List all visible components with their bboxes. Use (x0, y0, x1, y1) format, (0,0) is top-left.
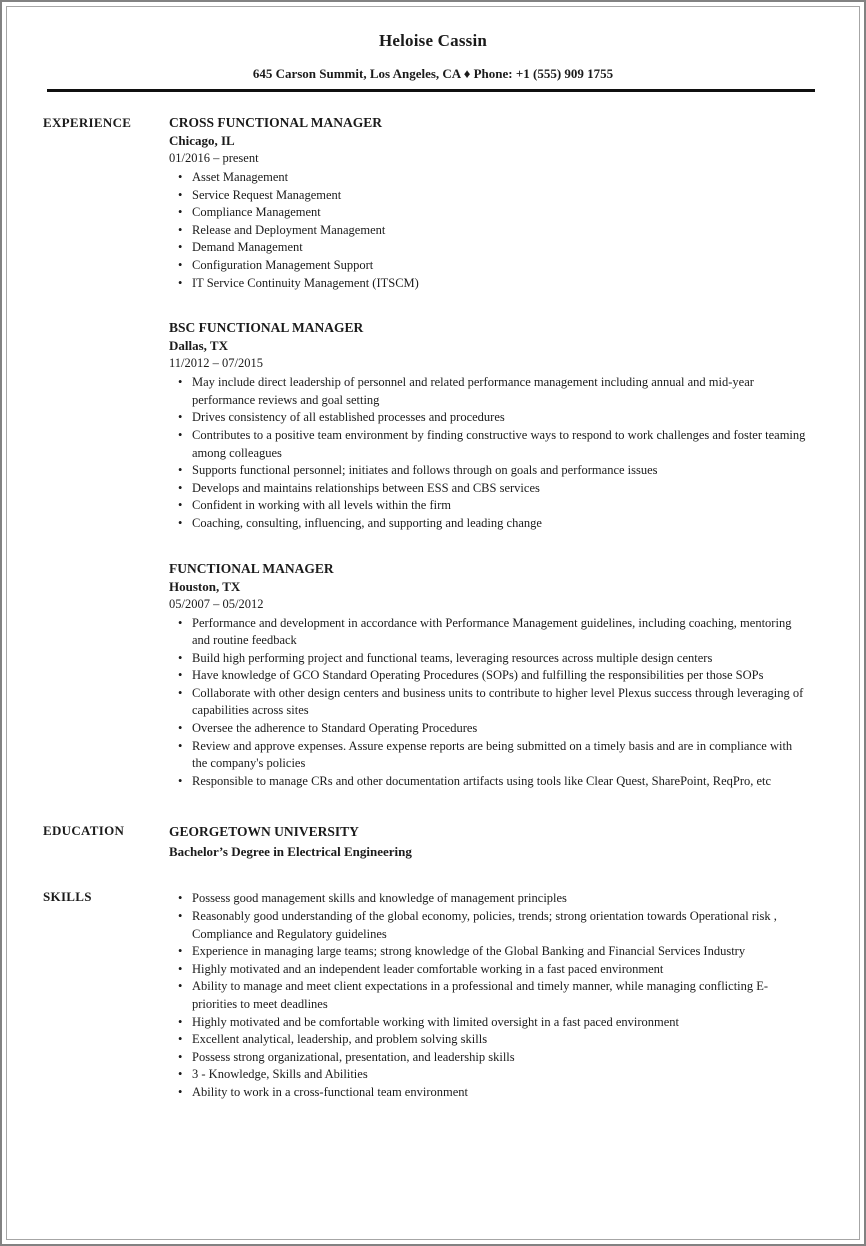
school-name: GEORGETOWN UNIVERSITY (169, 824, 359, 840)
job-location: Chicago, IL (169, 133, 235, 148)
job-dates: 11/2012 – 07/2015 (169, 356, 263, 371)
bullet-item: • Build high performing project and functional teams, leveraging resources across multiple design centers (177, 650, 807, 668)
resume-header (7, 31, 859, 92)
bullet-item: • IT Service Continuity Management (ITSCM) (177, 275, 807, 293)
job-dates: 01/2016 – present (169, 151, 259, 165)
experience-content (169, 114, 807, 790)
bullet-item: • Supports functional personnel; initiates and follows through on goals and performance issues (177, 462, 807, 480)
job-block (169, 319, 807, 532)
bullet-item: • Responsible to manage CRs and other documentation artifacts using tools like Clear Quest, SharePoint, ReqPro, etc (177, 773, 807, 791)
job-location: Dallas, TX (169, 338, 228, 354)
job-bullet-list (177, 374, 807, 532)
bullet-item: • Experience in managing large teams; strong knowledge of the Global Banking and Financial Services Industry (177, 943, 807, 961)
job-title: FUNCTIONAL MANAGER (169, 560, 334, 576)
bullet-item: • Compliance Management (177, 204, 807, 222)
resume-page (6, 6, 860, 1240)
section-education (43, 822, 807, 862)
job-bullet-list (177, 169, 807, 292)
bullet-item: • Drives consistency of all established processes and procedures (177, 409, 807, 427)
bullet-item: • Asset Management (177, 169, 807, 187)
candidate-name: Heloise Cassin (378, 31, 488, 50)
bullet-item: • Reasonably good understanding of the global economy, policies, trends; strong orientation towards Operational risk , Compliance and Regulatory guidelines (177, 908, 807, 943)
bullet-item: • Contributes to a positive team environment by finding constructive ways to respond to work challenges and foster teaming among colleagues (177, 427, 807, 462)
bullet-item: • Excellent analytical, leadership, and problem solving skills (177, 1031, 807, 1049)
section-experience (43, 114, 807, 790)
bullet-item: • Have knowledge of GCO Standard Operating Procedures (SOPs) and fulfilling the responsibilities per those SOPs (177, 667, 807, 685)
education-content (169, 822, 807, 862)
bullet-item: • Service Request Management (177, 187, 807, 205)
bullet-item: • Possess good management skills and knowledge of management principles (177, 890, 807, 908)
experience-label: EXPERIENCE (43, 115, 132, 130)
job-title: BSC FUNCTIONAL MANAGER (169, 320, 364, 336)
bullet-item: • Highly motivated and be comfortable working with limited oversight in a fast paced environment (177, 1014, 807, 1032)
bullet-item: • Review and approve expenses. Assure expense reports are being submitted on a timely basis and are in compliance with the company's policies (177, 738, 807, 773)
bullet-item: • Coaching, consulting, influencing, and supporting and leading change (177, 515, 807, 533)
bullet-item: • Ability to work in a cross-functional team environment (177, 1084, 807, 1102)
bullet-item: • Release and Deployment Management (177, 222, 807, 240)
job-block (169, 560, 807, 791)
skills-content (169, 888, 807, 1101)
bullet-item: • Demand Management (177, 239, 807, 257)
job-dates: 05/2007 – 05/2012 (169, 596, 264, 611)
job-block (169, 114, 807, 292)
bullet-item: • May include direct leadership of personnel and related performance management including annual and mid-year performance reviews and goal setting (177, 374, 807, 409)
bullet-item: • Performance and development in accordance with Performance Management guidelines, including coaching, mentoring and routine feedback (177, 615, 807, 650)
skills-bullet-list (177, 890, 807, 1101)
job-title: CROSS FUNCTIONAL MANAGER (169, 115, 383, 130)
contact-line: 645 Carson Summit, Los Angeles, CA ♦ Phone: +1 (555) 909 1755 (252, 66, 614, 81)
bullet-item: • Possess strong organizational, presentation, and leadership skills (177, 1049, 807, 1067)
bullet-item: • Collaborate with other design centers and business units to contribute to higher level Plexus success through leveraging of capabilities across sites (177, 685, 807, 720)
skills-label: SKILLS (43, 889, 92, 905)
bullet-item: • 3 - Knowledge, Skills and Abilities (177, 1066, 807, 1084)
bullet-item: • Develops and maintains relationships between ESS and CBS services (177, 480, 807, 498)
degree-name: Bachelor’s Degree in Electrical Engineering (169, 844, 412, 860)
bullet-item: • Ability to manage and meet client expectations in a professional and timely manner, while managing conflicting E- priorities to meet deadlines (177, 978, 807, 1013)
bullet-item: • Configuration Management Support (177, 257, 807, 275)
job-location: Houston, TX (169, 578, 241, 594)
education-label: EDUCATION (43, 823, 125, 839)
bullet-item: • Confident in working with all levels within the firm (177, 497, 807, 515)
bullet-item: • Oversee the adherence to Standard Operating Procedures (177, 720, 807, 738)
bullet-item: • Highly motivated and an independent leader comfortable working in a fast paced environment (177, 961, 807, 979)
job-bullet-list (177, 615, 807, 791)
resume-body (7, 92, 859, 1102)
section-skills (43, 888, 807, 1101)
